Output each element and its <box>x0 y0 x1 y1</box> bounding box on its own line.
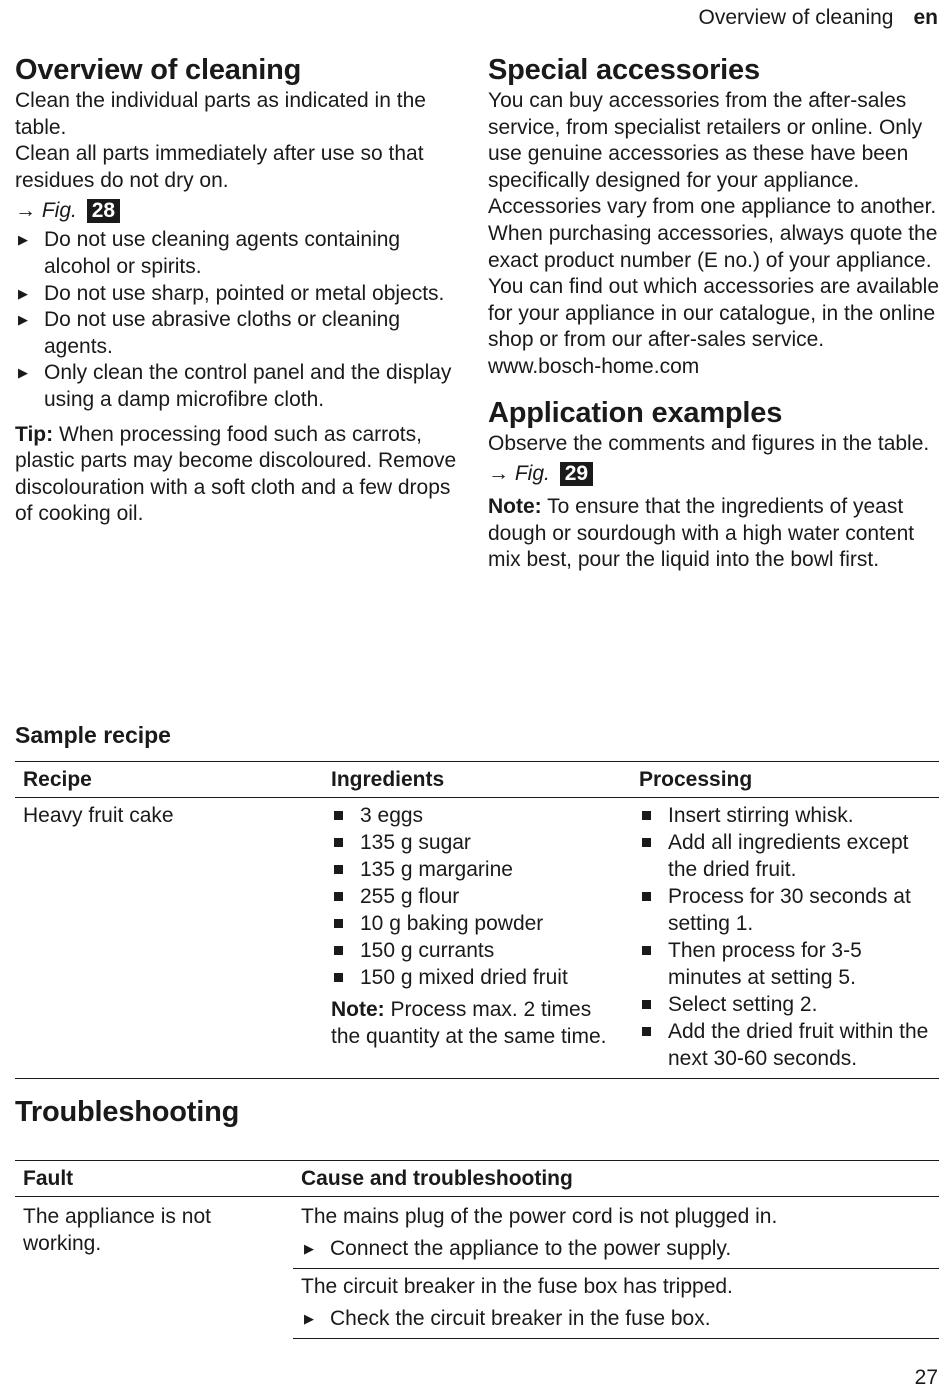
overview-title: Overview of cleaning <box>15 54 302 86</box>
cleaning-warnings-list <box>15 227 471 413</box>
remedy-item: ▶ Check the circuit breaker in the fuse box. <box>304 1307 711 1330</box>
square-bullet-icon <box>334 838 343 847</box>
application-title: Application examples <box>488 396 783 429</box>
list-item: Then process for 3-5 minutes at setting 5. <box>639 937 931 991</box>
arrow-right-icon: → <box>15 199 36 223</box>
header-section-title: Overview of cleaning <box>698 6 894 29</box>
list-item: 135 g margarine <box>331 856 623 883</box>
note-label: Note: <box>488 495 542 519</box>
troubleshooting-title: Troubleshooting <box>15 1096 240 1128</box>
square-bullet-icon <box>334 811 343 820</box>
figure-reference-29 <box>488 460 940 488</box>
fig-label: Fig. <box>41 199 77 223</box>
application-para-1: Observe the comments and figures in the table. <box>488 431 930 455</box>
note-label: Note: <box>331 998 385 1021</box>
tip-text: When processing food such as carrots, plastic parts may become discoloured. Remove discolouration with a soft cloth and a few drops of cooking oil. <box>15 422 457 526</box>
cause-text: The mains plug of the power cord is not plugged in. <box>301 1205 778 1228</box>
note-text: To ensure that the ingredients of yeast dough or sourdough with a high water content mix best, pour the liquid into the bowl first. <box>488 495 915 572</box>
square-bullet-icon <box>642 892 651 901</box>
cause-block <box>293 1268 939 1339</box>
square-bullet-icon <box>334 973 343 982</box>
cause-text: The circuit breaker in the fuse box has tripped. <box>301 1275 733 1298</box>
list-item: ▶ Do not use sharp, pointed or metal objects. <box>15 281 471 308</box>
table-row <box>15 798 939 1079</box>
application-note <box>488 494 940 574</box>
list-item: ▶ Only clean the control panel and the display using a damp microfibre cloth. <box>18 361 452 411</box>
ingredients-cell <box>323 798 631 1079</box>
causes-cell <box>293 1197 939 1340</box>
ingredients-note <box>331 997 623 1050</box>
accessories-title: Special accessories <box>488 54 760 86</box>
list-item: Insert stirring whisk. <box>639 802 931 829</box>
accessories-section <box>488 52 940 574</box>
fig-number: 28 <box>87 199 120 223</box>
note-text: Process max. 2 times the quantity at the same time. <box>331 998 607 1048</box>
accessories-para-1: You can buy accessories from the after-sales service, from specialist retailers or online. Only use genuine accessories as these have been specifically designed for your appliance. <box>488 89 923 192</box>
figure-reference-28 <box>15 197 471 225</box>
list-item: ▶ Do not use cleaning agents containing alcohol or spirits. <box>18 228 401 278</box>
table-row <box>15 1197 939 1340</box>
ingredients-list <box>331 802 623 991</box>
column-header-recipe: Recipe <box>15 762 323 798</box>
list-item: 255 g flour <box>331 883 623 910</box>
square-bullet-icon <box>642 946 651 955</box>
tip-paragraph <box>15 422 471 528</box>
list-item: Select setting 2. <box>639 991 931 1018</box>
remedy-item: ▶ Connect the appliance to the power supply. <box>304 1237 732 1260</box>
sample-recipe-table <box>15 761 939 1079</box>
overview-section <box>15 52 471 528</box>
troubleshooting-table <box>15 1160 939 1339</box>
processing-cell <box>631 798 939 1079</box>
accessories-url: www.bosch-home.com <box>488 354 700 378</box>
square-bullet-icon <box>334 919 343 928</box>
triangle-bullet-icon: ▶ <box>18 232 28 248</box>
tip-label: Tip: <box>15 422 54 446</box>
triangle-bullet-icon: ▶ <box>18 312 28 328</box>
accessories-para-2: Accessories vary from one appliance to another. When purchasing accessories, always quote the exact product number (E no.) of your appliance. <box>488 195 938 272</box>
square-bullet-icon <box>334 865 343 874</box>
triangle-bullet-icon: ▶ <box>304 1311 314 1326</box>
overview-para-1: Clean the individual parts as indicated in the table. <box>15 89 426 139</box>
column-header-fault: Fault <box>15 1161 293 1197</box>
list-item: 150 g mixed dried fruit <box>331 964 623 991</box>
running-header <box>699 6 938 30</box>
square-bullet-icon <box>334 892 343 901</box>
recipe-name-cell: Heavy fruit cake <box>15 798 323 1079</box>
cause-block <box>301 1203 931 1268</box>
list-item: Process for 30 seconds at setting 1. <box>639 883 931 937</box>
triangle-bullet-icon: ▶ <box>18 365 28 381</box>
fig-number: 29 <box>560 462 593 486</box>
list-item: 135 g sugar <box>331 829 623 856</box>
square-bullet-icon <box>642 811 651 820</box>
list-item: 3 eggs <box>331 802 623 829</box>
header-language-code: en <box>913 6 938 29</box>
overview-para-2: Clean all parts immediately after use so that residues do not dry on. <box>15 142 424 192</box>
fig-label: Fig. <box>514 462 550 486</box>
processing-steps-list <box>639 802 931 1072</box>
square-bullet-icon <box>642 1000 651 1009</box>
fault-cell: The appliance is not working. <box>23 1205 211 1255</box>
triangle-bullet-icon: ▶ <box>18 285 28 301</box>
table-header-row <box>15 1161 939 1197</box>
list-item: Add the dried fruit within the next 30-60 seconds. <box>639 1018 931 1072</box>
column-header-ingredients: Ingredients <box>323 762 631 798</box>
square-bullet-icon <box>642 1027 651 1036</box>
square-bullet-icon <box>642 838 651 847</box>
square-bullet-icon <box>334 946 343 955</box>
column-header-cause: Cause and troubleshooting <box>293 1161 939 1197</box>
accessories-para-3: You can find out which accessories are available for your appliance in our catalogue, in the online shop or from our after-sales service. <box>488 275 939 352</box>
triangle-bullet-icon: ▶ <box>304 1241 314 1256</box>
list-item: Add all ingredients except the dried fruit. <box>639 829 931 883</box>
table-header-row <box>15 762 939 798</box>
sample-recipe-title: Sample recipe <box>15 722 171 748</box>
column-header-processing: Processing <box>631 762 939 798</box>
list-item: 10 g baking powder <box>331 910 623 937</box>
page-number: 27 <box>914 1366 938 1389</box>
arrow-right-icon: → <box>488 462 509 486</box>
list-item: 150 g currants <box>331 937 623 964</box>
list-item: ▶ Do not use abrasive cloths or cleaning agents. <box>18 308 401 358</box>
